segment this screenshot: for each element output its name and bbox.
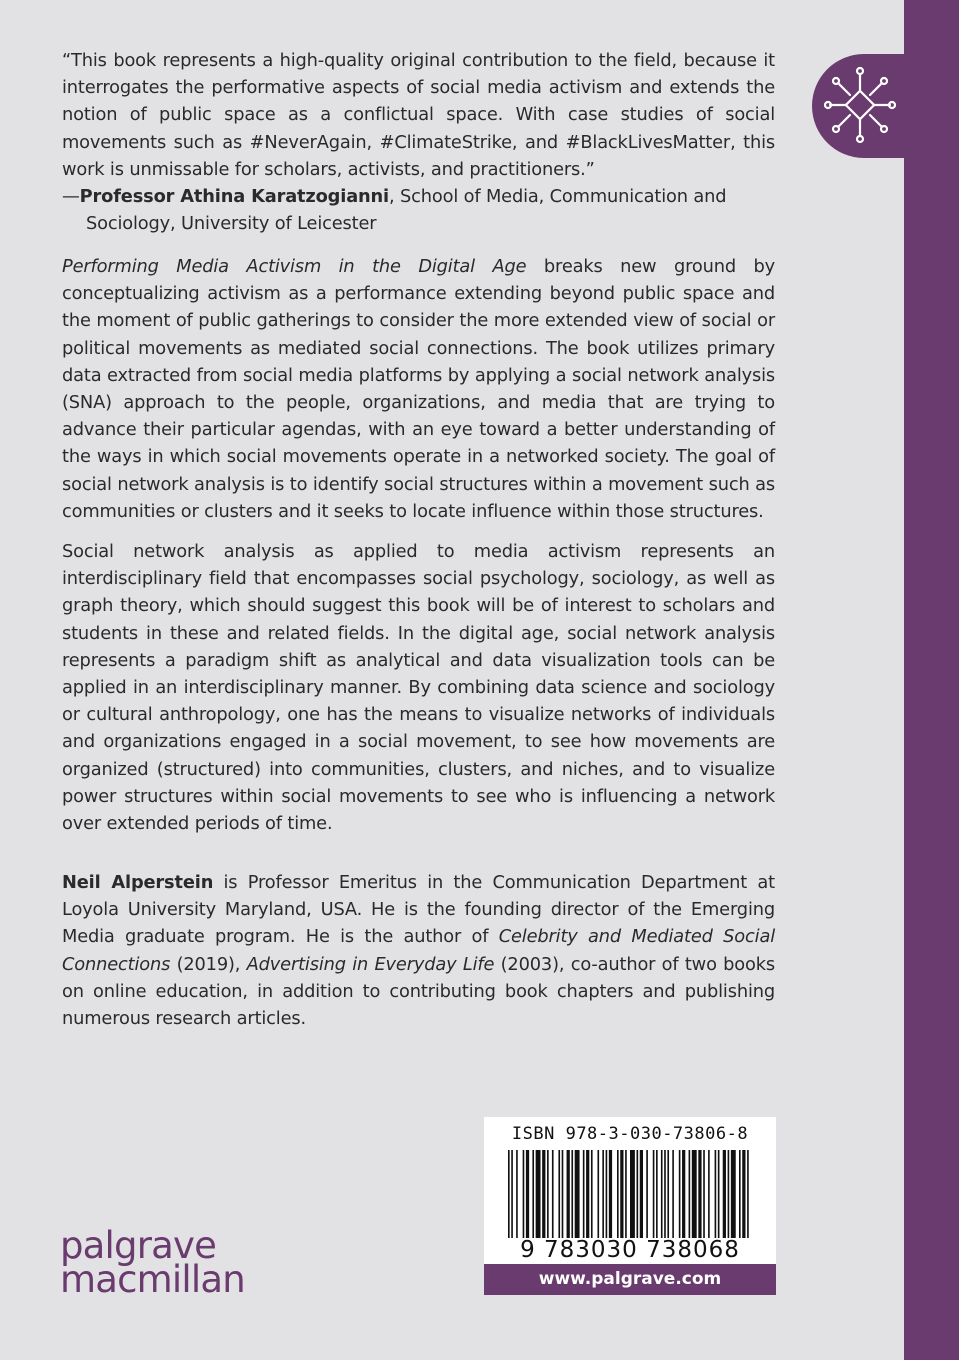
barcode-bar xyxy=(583,1150,585,1238)
barcode-bar xyxy=(661,1150,663,1238)
quote-affiliation: , School of Media, Communication and Sociology, University of Leicester xyxy=(86,186,727,235)
book-title: Performing Media Activism in the Digital Age xyxy=(62,256,527,277)
barcode-bar xyxy=(511,1150,513,1238)
barcode-bar xyxy=(617,1150,619,1238)
barcode-bar xyxy=(547,1150,549,1238)
spine xyxy=(904,0,959,1360)
barcode-bar xyxy=(703,1150,705,1238)
barcode-bar xyxy=(708,1150,710,1238)
barcode-bar xyxy=(640,1150,643,1238)
barcode-bar xyxy=(532,1150,534,1238)
bio-book-1: Celebrity and Mediated Social Connections xyxy=(62,926,775,975)
publisher-url: www.palgrave.com xyxy=(484,1264,776,1295)
barcode-bar xyxy=(536,1150,541,1238)
barcode-bar xyxy=(542,1150,545,1238)
publisher-logo xyxy=(60,1224,245,1301)
barcode-bar xyxy=(620,1150,623,1238)
barcode-bar xyxy=(567,1150,570,1238)
barcode-bar xyxy=(698,1150,701,1238)
barcode-bar xyxy=(723,1150,726,1238)
barcode-bar xyxy=(597,1150,599,1238)
barcode-bar xyxy=(523,1150,525,1238)
barcode-bar xyxy=(664,1150,666,1238)
publisher-emblem xyxy=(812,54,906,158)
barcode-bar xyxy=(516,1150,518,1238)
barcode-bar xyxy=(715,1150,717,1238)
network-node-icon xyxy=(824,62,896,148)
barcode-bar xyxy=(728,1150,730,1238)
book-description xyxy=(62,253,775,837)
attribution-dash: — xyxy=(62,186,80,208)
barcode-bar xyxy=(667,1150,669,1238)
barcode-bar xyxy=(689,1150,691,1238)
barcode-bar xyxy=(682,1150,685,1238)
barcode-bar xyxy=(637,1150,639,1238)
barcode-bar xyxy=(508,1150,510,1238)
barcode-bar xyxy=(731,1150,736,1238)
bio-paragraph xyxy=(62,869,775,1032)
barcode-digits: 9 783030 738068 xyxy=(520,1237,740,1263)
quote-attribution xyxy=(62,183,775,237)
barcode xyxy=(484,1117,776,1264)
bio-text-3: (2003), co-author of two books on online education, in addition to contributing book chapters and publishing numerous research articles. xyxy=(62,953,775,1030)
description-paragraph-1 xyxy=(62,253,775,525)
description-paragraph-2: Social network analysis as applied to media activism represents an interdisciplinary field that encompasses social psychology, sociology, as well as graph theory, which should suggest this book will be of interest to scholars and students in these and related fields. In the digital age, social network analysis represents a paradigm shift as analytical and data visualization tools can be applied in an interdisciplinary manner. By combining data science and sociology or cultural anthropology, one has the means to visualize networks of individuals and organizations engaged in a social movement, to see how movements are organized (structured) into communities, clusters, and niches, and to visualize power structures within social movements to see who is influencing a network over extended periods of time. xyxy=(62,541,775,835)
logo-line-1: palgrave xyxy=(60,1224,217,1267)
barcode-bar xyxy=(571,1150,573,1238)
barcode-bar xyxy=(718,1150,720,1238)
bio-book-2: Advertising in Everyday Life xyxy=(246,953,495,975)
author-name: Neil Alperstein xyxy=(62,872,214,893)
bio-text-2: (2019), xyxy=(170,953,247,975)
barcode-bar xyxy=(602,1150,604,1238)
barcode-bar xyxy=(679,1150,681,1238)
barcode-bar xyxy=(742,1150,745,1238)
barcode-bar xyxy=(575,1150,580,1238)
barcode-bar xyxy=(591,1150,593,1238)
barcode-bar xyxy=(653,1150,655,1238)
barcode-bar xyxy=(625,1150,627,1238)
isbn-label: ISBN 978-3-030-73806-8 xyxy=(511,1124,749,1144)
barcode-bar xyxy=(526,1150,529,1238)
barcode-bar xyxy=(692,1150,697,1238)
barcode-bar xyxy=(606,1150,608,1238)
description-p1-text: breaks new ground by conceptualizing activism as a performance extending beyond public space and the moment of public gatherings to consider the more extended view of social or political movements as mediated social connections. The book utilizes primary data extracted from social media platforms by applying a social network analysis (SNA) approach to the people, organizations, and media that are trying to advance their particular agendas, with an eye toward a better understanding of the ways in which social movements operate in a networked society. The goal of social network analysis is to identify social structures within a movement such as communities or clusters and it seeks to locate influence within those structures. xyxy=(62,256,775,522)
barcode-bars xyxy=(508,1150,752,1238)
barcode-bar xyxy=(646,1150,648,1238)
barcode-bar xyxy=(739,1150,741,1238)
barcode-bar xyxy=(609,1150,612,1238)
barcode-bar xyxy=(562,1150,564,1238)
barcode-bar xyxy=(558,1150,560,1238)
bio-text-1: is Professor Emeritus in the Communication Department at Loyola University Maryland, USA. He is the founding director of the Emerging Media graduate program. He is the author of xyxy=(62,872,775,948)
quote-text: “This book represents a high-quality original contribution to the field, because it interrogates the performative aspects of social media activism and extends the notion of public space as a conflictual space. With case studies of social movements such as #NeverAgain, #ClimateStrike, and #BlackLivesMatter, this work is unmissable for scholars, activists, and practitioners.” xyxy=(62,50,775,180)
barcode-bar xyxy=(586,1150,589,1238)
barcode-bar xyxy=(656,1150,658,1238)
barcode-bar xyxy=(747,1150,749,1238)
quote-author: Professor Athina Karatzogianni xyxy=(79,186,390,208)
logo-line-2: macmillan xyxy=(60,1258,245,1301)
author-bio xyxy=(62,869,775,1032)
barcode-bar xyxy=(552,1150,554,1238)
barcode-bar xyxy=(672,1150,674,1238)
barcode-bar xyxy=(630,1150,635,1238)
endorsement-quote xyxy=(62,47,775,237)
